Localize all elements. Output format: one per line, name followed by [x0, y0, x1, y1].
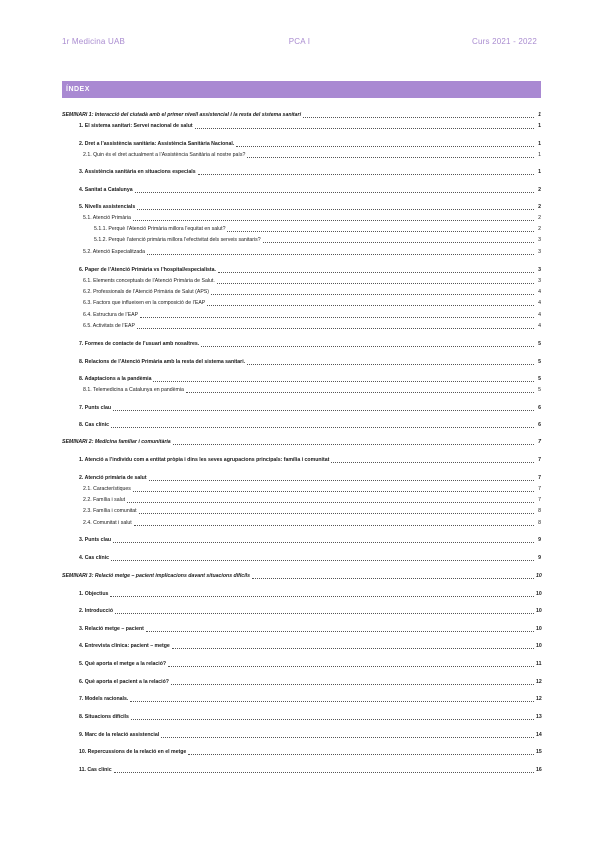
toc-dot-leader: [111, 560, 534, 561]
toc-page-number: 2: [538, 204, 541, 210]
toc-dot-leader: [147, 254, 534, 255]
toc-entry[interactable]: [62, 298, 541, 307]
toc-dot-leader: [207, 305, 534, 306]
toc-page-number: 3: [538, 237, 541, 243]
toc-entry-title: SEMINARI 1: Interacció del ciutadà amb el primer nivell assistencial i la resta del sistema sanitari: [62, 112, 302, 118]
toc-entry[interactable]: [62, 339, 541, 348]
toc-entry[interactable]: [62, 185, 541, 194]
toc-dot-leader: [110, 596, 534, 597]
toc-entry-title: 1. Objectius: [79, 591, 109, 597]
toc-entry-title: 7. Punts clau: [79, 405, 111, 411]
toc-dot-leader: [127, 502, 534, 503]
toc-entry[interactable]: [62, 385, 541, 394]
toc-dot-leader: [168, 666, 534, 667]
toc-entry[interactable]: [62, 139, 541, 148]
toc-entry-title: 4. Entrevista clínica: pacient – metge: [79, 643, 170, 649]
toc-entry[interactable]: [62, 506, 541, 515]
toc-page-number: 14: [536, 732, 542, 738]
toc-entry-title: 3. Assistència sanitària en situacions especials: [79, 169, 196, 175]
toc-page-number: 15: [536, 749, 542, 755]
toc-entry[interactable]: [62, 287, 541, 296]
toc-page-number: 3: [538, 278, 541, 284]
toc-entry-title: 8. Relacions de l’Atenció Primària amb la resta del sistema sanitari.: [79, 359, 246, 365]
toc-dot-leader: [135, 192, 534, 193]
toc-entry-title: 4. Cas clínic: [79, 555, 109, 561]
toc-page-number: 11: [536, 661, 542, 667]
toc-page-number: 3: [538, 267, 541, 273]
toc-entry[interactable]: [62, 403, 541, 412]
toc-dot-leader: [198, 174, 534, 175]
toc-page-number: 4: [538, 289, 541, 295]
toc-entry-title: 6. Què aporta el pacient a la relació?: [79, 679, 169, 685]
toc-dot-leader: [146, 631, 534, 632]
toc-page-number: 1: [538, 123, 541, 129]
index-heading: ÍNDEX: [62, 81, 541, 98]
toc-seminar-entry[interactable]: [62, 437, 541, 446]
toc-entry-title: 2.4. Comunitat i salut: [83, 520, 132, 526]
toc-entry-title: 10. Repercussions de la relació en el metge: [79, 749, 187, 755]
toc-dot-leader: [153, 381, 534, 382]
toc-entry-title: 5.1.1. Perquè l’Atenció Primària millora l’equitat en salut?: [94, 226, 226, 232]
toc-page-number: 6: [538, 405, 541, 411]
toc-entry[interactable]: [62, 694, 541, 703]
toc-entry-title: 2.1. Característiques: [83, 486, 131, 492]
toc-page-number: 10: [536, 643, 542, 649]
toc-page-number: 7: [538, 486, 541, 492]
toc-entry-title: 1. El sistema sanitari: Servei nacional de salut: [79, 123, 193, 129]
toc-entry[interactable]: [62, 247, 541, 256]
toc-dot-leader: [252, 578, 534, 579]
toc-dot-leader: [114, 772, 534, 773]
toc-dot-leader: [188, 754, 534, 755]
toc-page-number: 6: [538, 422, 541, 428]
header-subject: PCA I: [288, 37, 311, 46]
toc-entry[interactable]: [62, 535, 541, 544]
toc-dot-leader: [236, 146, 534, 147]
toc-dot-leader: [139, 513, 534, 514]
toc-page-number: 4: [538, 323, 541, 329]
toc-dot-leader: [171, 684, 534, 685]
toc-entry-title: 2.3. Família i comunitat: [83, 508, 137, 514]
toc-page-number: 12: [536, 679, 542, 685]
toc-entry[interactable]: [62, 677, 541, 686]
toc-entry-title: 2. Atenció primària de salut: [79, 475, 147, 481]
toc-dot-leader: [111, 427, 534, 428]
toc-page-number: 10: [536, 573, 542, 579]
toc-page-number: 9: [538, 555, 541, 561]
toc-entry[interactable]: [62, 235, 541, 244]
toc-page-number: 7: [538, 475, 541, 481]
toc-entry[interactable]: [62, 121, 541, 130]
toc-dot-leader: [137, 328, 534, 329]
toc-page-number: 1: [538, 141, 541, 147]
toc-entry-title: SEMINARI 2: Medicina familiar i comunitària: [62, 439, 171, 445]
toc-dot-leader: [247, 157, 534, 158]
toc-dot-leader: [133, 220, 534, 221]
toc-dot-leader: [113, 542, 534, 543]
toc-page-number: 1: [538, 169, 541, 175]
toc-entry[interactable]: [62, 747, 541, 756]
toc-dot-leader: [247, 364, 534, 365]
toc-page-number: 13: [536, 714, 542, 720]
toc-entry-title: 8. Situacions difícils: [79, 714, 129, 720]
toc-dot-leader: [218, 272, 534, 273]
toc-dot-leader: [140, 317, 534, 318]
toc-dot-leader: [217, 283, 534, 284]
toc-entry[interactable]: [62, 310, 541, 319]
toc-dot-leader: [173, 444, 534, 445]
toc-dot-leader: [331, 462, 534, 463]
toc-page-number: 4: [538, 312, 541, 318]
toc-entry-title: 5. Què aporta el metge a la relació?: [79, 661, 167, 667]
header-course: 1r Medicina UAB: [62, 37, 126, 46]
toc-dot-leader: [137, 209, 534, 210]
toc-page-number: 7: [538, 439, 541, 445]
toc-entry[interactable]: [62, 712, 541, 721]
toc-entry[interactable]: [62, 473, 541, 482]
toc-page-number: 8: [538, 508, 541, 514]
toc-dot-leader: [263, 242, 534, 243]
toc-entry[interactable]: [62, 374, 541, 383]
toc-entry[interactable]: [62, 276, 541, 285]
toc-page-number: 7: [538, 497, 541, 503]
toc-entry-title: 5.2. Atenció Especialitzada: [83, 249, 146, 255]
toc-entry-title: 6. Paper de l’Atenció Primària vs l’hospital/especialista.: [79, 267, 216, 273]
toc-entry[interactable]: [62, 202, 541, 211]
toc-page-number: 5: [538, 359, 541, 365]
toc-entry-title: 2.1. Quin és el dret actualment a l’Assistència Sanitària al nostre país?: [83, 152, 246, 158]
toc-page-number: 10: [536, 626, 542, 632]
toc-entry-title: 8. Adaptacions a la pandèmia: [79, 376, 152, 382]
toc-page-number: 5: [538, 387, 541, 393]
toc-entry[interactable]: [62, 420, 541, 429]
toc-entry-title: 7. Formes de contacte de l’usuari amb nosaltres.: [79, 341, 200, 347]
toc-page-number: 12: [536, 696, 542, 702]
toc-entry[interactable]: [62, 265, 541, 274]
toc-dot-leader: [172, 648, 534, 649]
toc-entry-title: 6.2. Professionals de l’Atenció Primària de Salut (APS): [83, 289, 209, 295]
toc-page-number: 2: [538, 187, 541, 193]
toc-page-number: 3: [538, 249, 541, 255]
toc-dot-leader: [161, 737, 534, 738]
toc-page-number: 8: [538, 520, 541, 526]
toc-seminar-entry[interactable]: [62, 571, 541, 580]
toc-entry[interactable]: [62, 224, 541, 233]
toc-page-number: 1: [538, 152, 541, 158]
toc-dot-leader: [133, 491, 534, 492]
toc-entry-title: 9. Marc de la relació assistencial: [79, 732, 160, 738]
toc-dot-leader: [115, 613, 534, 614]
toc-dot-leader: [134, 525, 534, 526]
toc-entry-title: 6.1. Elements conceptuals de l’Atenció Primària de Salut.: [83, 278, 215, 284]
toc-entry[interactable]: [62, 484, 541, 493]
toc-entry[interactable]: [62, 357, 541, 366]
toc-dot-leader: [227, 231, 534, 232]
toc-entry[interactable]: [62, 659, 541, 668]
toc-dot-leader: [201, 346, 534, 347]
toc-entry-title: 2.2. Família i salut: [83, 497, 126, 503]
toc-entry-title: 3. Relació metge – pacient: [79, 626, 144, 632]
toc-entry[interactable]: [62, 213, 541, 222]
toc-entry[interactable]: [62, 455, 541, 464]
toc-page-number: 1: [538, 112, 541, 118]
toc-page-number: 2: [538, 226, 541, 232]
header-academic-year: Curs 2021 - 2022: [471, 37, 537, 46]
toc-entry-title: 6.4. Estructura de l’EAP: [83, 312, 139, 318]
toc-dot-leader: [149, 480, 534, 481]
toc-entry-title: 6.5. Activitats de l’EAP: [83, 323, 135, 329]
toc-entry-title: 5.1. Atenció Primària: [83, 215, 131, 221]
toc-dot-leader: [131, 719, 534, 720]
toc-entry-title: SEMINARI 3: Relació metge – pacient implicacions davant situacions difícils: [62, 573, 250, 579]
toc-entry-title: 5. Nivells assistencials: [79, 204, 136, 210]
toc-entry-title: 8.1. Telemedicina a Catalunya en pandèmia: [83, 387, 184, 393]
toc-entry[interactable]: [62, 589, 541, 598]
toc-entry[interactable]: [62, 167, 541, 176]
toc-entry-title: 8. Cas clínic: [79, 422, 109, 428]
toc-entry-title: 7. Models racionals.: [79, 696, 129, 702]
toc-entry-title: 11. Cas clínic: [79, 767, 112, 773]
toc-page-number: 16: [536, 767, 542, 773]
toc-entry-title: 6.3. Factors que influeixen en la composició de l’EAP: [83, 300, 206, 306]
toc-entry[interactable]: [62, 765, 541, 774]
toc-page-number: 7: [538, 457, 541, 463]
toc-entry[interactable]: [62, 730, 541, 739]
toc-entry[interactable]: [62, 518, 541, 527]
toc-page-number: 10: [536, 608, 542, 614]
toc-dot-leader: [186, 392, 534, 393]
toc-dot-leader: [130, 701, 534, 702]
toc-entry[interactable]: [62, 641, 541, 650]
toc-entry[interactable]: [62, 495, 541, 504]
toc-page-number: 5: [538, 376, 541, 382]
toc-entry-title: 2. Introducció: [79, 608, 114, 614]
toc-entry[interactable]: [62, 553, 541, 562]
toc-entry-title: 4. Sanitat a Catalunya: [79, 187, 133, 193]
toc-dot-leader: [303, 117, 534, 118]
toc-dot-leader: [211, 294, 534, 295]
toc-entry-title: 3. Punts clau: [79, 537, 111, 543]
toc-entry-title: 2. Dret a l’assistència sanitària: Assistència Sanitària Nacional.: [79, 141, 235, 147]
toc-entry[interactable]: [62, 150, 541, 159]
toc-entry[interactable]: [62, 321, 541, 330]
toc-page-number: 2: [538, 215, 541, 221]
toc-page-number: 4: [538, 300, 541, 306]
toc-seminar-entry[interactable]: [62, 110, 541, 119]
toc-dot-leader: [113, 410, 534, 411]
toc-entry[interactable]: [62, 606, 541, 615]
toc-entry[interactable]: [62, 624, 541, 633]
toc-page-number: 9: [538, 537, 541, 543]
toc-entry-title: 5.1.2. Perquè l’atenció primària millora l’efectivitat dels serveis sanitaris?: [94, 237, 261, 243]
toc-entry-title: 1. Atenció a l’individu com a entitat pròpia i dins les seves agrupacions principals: família i comunitat: [79, 457, 330, 463]
toc-page-number: 5: [538, 341, 541, 347]
toc-page-number: 10: [536, 591, 542, 597]
toc-dot-leader: [195, 128, 534, 129]
